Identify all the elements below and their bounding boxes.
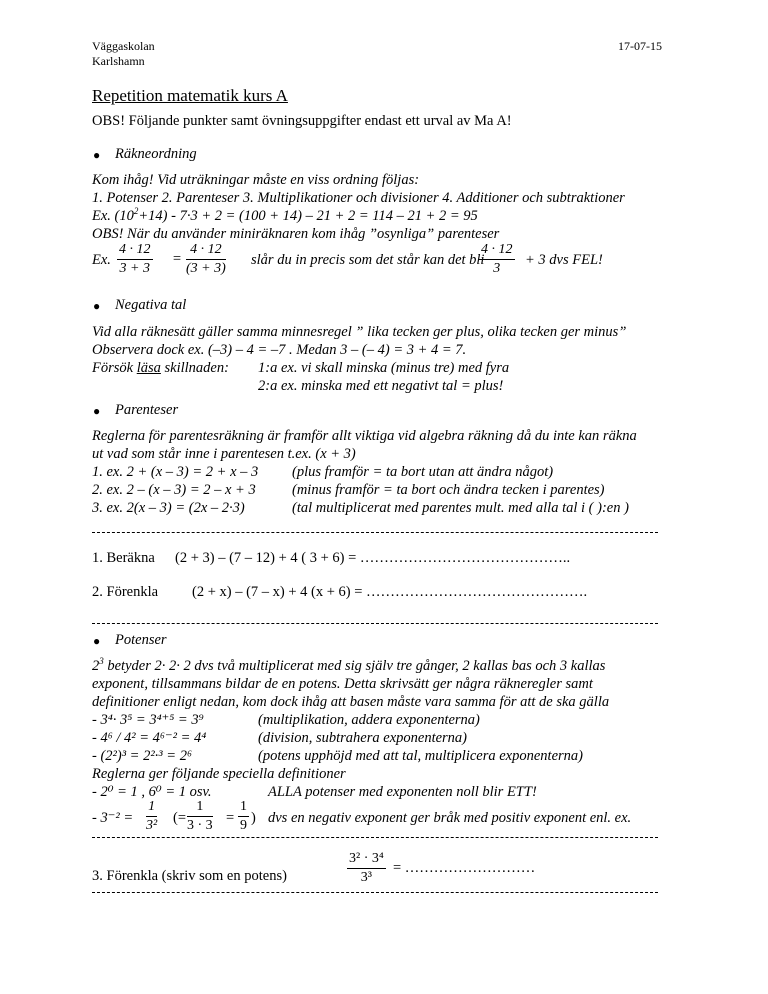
rule-example: 1. ex. 2 + (x – 3) = 2 + x – 3 xyxy=(92,464,259,480)
text-line: Reglerna ger följande speciella definitioner xyxy=(92,766,346,782)
bullet-icon: ● xyxy=(93,404,101,418)
fraction: $\frac{4 \cdot 12}{(3 + 3)}$ xyxy=(186,242,226,276)
task-2-label: 2. Förenkla xyxy=(92,584,159,600)
fraction: 3² · 3⁴ 3³ xyxy=(349,851,384,885)
text-line: exponent, tillsammans bildar de en potens. Detta skrivsätt ger några räkneregler samt xyxy=(92,676,593,692)
document-title: Repetition matematik kurs A xyxy=(92,86,288,105)
example-prefix: Ex. xyxy=(92,252,111,268)
fraction: $\frac{1}{\text{3²}}$ xyxy=(146,799,158,833)
intro-note: OBS! Följande punkter samt övningsuppgifter endast ett urval av Ma A! xyxy=(92,113,512,129)
school-name: Väggaskolan xyxy=(92,39,155,53)
text-line: 2:a ex. minska med ett negativt tal = plus! xyxy=(258,378,504,394)
power-rule-comment: (potens upphöjd med att tal, multiplicera exponenterna) xyxy=(258,748,583,764)
task-1-expression: (2 + 3) – (7 – 12) + 4 ( 3 + 6) = …………………………………….. xyxy=(175,550,571,566)
divider xyxy=(92,532,658,533)
power-rule: - 3⁴· 3⁵ = 3⁴⁺⁵ = 3⁹ xyxy=(92,712,204,728)
fraction: $\frac{4 \cdot 12}{3}$ xyxy=(481,242,513,276)
document-date: 17-07-15 xyxy=(618,39,662,53)
rule-example: 3. ex. 2(x – 3) = (2x – 2·3) xyxy=(92,500,245,516)
text-line: Observera dock ex. (–3) – 4 = –7 . Medan 3 – (– 4) = 3 + 4 = 7. xyxy=(92,342,467,358)
text-line: Försök läsa skillnaden: xyxy=(92,360,229,376)
fraction: 1 3 · 3 xyxy=(187,799,213,833)
definition: - 3⁻² = xyxy=(92,810,134,826)
rule-comment: (plus framför = ta bort utan att ändra något) xyxy=(292,464,554,480)
text-line: slår du in precis som det står kan det bli xyxy=(251,252,485,268)
text-line: OBS! När du använder miniräknaren kom ihåg ”osynliga” parenteser xyxy=(92,226,500,242)
section-heading-negativa-tal: Negativa tal xyxy=(115,297,187,313)
task-1-label: 1. Beräkna xyxy=(92,550,155,566)
rule-comment: (minus framför = ta bort och ändra tecken i parentes) xyxy=(292,482,605,498)
section-heading-potenser: Potenser xyxy=(115,632,167,648)
task-2-expression: (2 + x) – (7 – x) + 4 (x + 6) = ………………………………………. xyxy=(192,584,588,600)
power-rule-comment: (division, subtrahera exponenterna) xyxy=(258,730,468,746)
text-line: Kom ihåg! Vid uträkningar måste en viss ordning följas: xyxy=(92,172,420,188)
definition-comment: dvs en negativ exponent ger bråk med positiv exponent enl. ex. xyxy=(268,810,632,826)
paren-open: (= xyxy=(173,810,187,826)
definition-comment: ALLA potenser med exponenten noll blir ETT! xyxy=(268,784,537,800)
text-line: + 3 dvs FEL! xyxy=(525,252,603,268)
text-line: 1:a ex. vi skall minska (minus tre) med fyra xyxy=(258,360,510,376)
power-rule-comment: (multiplikation, addera exponenterna) xyxy=(258,712,480,728)
text-line: ut vad som står inne i parentesen t.ex. (x + 3) xyxy=(92,446,356,462)
text-line: definitioner enligt nedan, kom dock ihåg att basen måste vara samma för att de ska gälla xyxy=(92,694,610,710)
section-heading-parenteser: Parenteser xyxy=(115,402,179,418)
bullet-icon: ● xyxy=(93,148,101,162)
power-rule: - 4⁶ / 4² = 4⁶⁻² = 4⁴ xyxy=(92,730,207,746)
text-line: 1. Potenser 2. Parenteser 3. Multiplikationer och divisioner 4. Additioner och subtraktioner xyxy=(92,190,625,206)
fraction: 1 9 xyxy=(240,799,247,833)
paren-close: ) xyxy=(251,810,256,826)
bullet-icon: ● xyxy=(93,634,101,648)
power-rule: - (2²)³ = 2²·³ = 2⁶ xyxy=(92,748,192,764)
divider xyxy=(92,837,658,838)
city-name: Karlshamn xyxy=(92,54,145,68)
definition: - 2⁰ = 1 , 6⁰ = 1 osv. xyxy=(92,784,212,800)
section-heading-rakneordning: Räkneordning xyxy=(115,146,197,162)
equals-sign: = xyxy=(172,251,182,267)
fraction: $\frac{4 \cdot 12}{3 + 3}$ xyxy=(119,242,151,276)
bullet-icon: ● xyxy=(93,299,101,313)
text-line: Reglerna för parentesräkning är framför allt viktiga vid algebra räkning då du inte kan räkna xyxy=(92,428,637,444)
task-3-answer-line: = ……………………… xyxy=(393,860,536,876)
divider xyxy=(92,623,658,624)
equals-sign: = xyxy=(226,810,235,826)
text-line: $2^3$ betyder 2· 2· 2 dvs två multiplicerat med sig själv tre gånger, 2 kallas bas och 3 kallas xyxy=(92,656,606,674)
rule-comment: (tal multiplicerat med parentes mult. med alla tal i ( ):en ) xyxy=(292,500,629,516)
task-3-label: 3. Förenkla (skriv som en potens) xyxy=(92,868,287,884)
text-line: Vid alla räknesätt gäller samma minnesregel ” lika tecken ger plus, olika tecken ger minus” xyxy=(92,324,627,340)
divider xyxy=(92,892,658,893)
example-line: Ex. $(10^2+14) - 7\cdot 3 + 2 = (100 + 14) - 21 + 2 = 114 - 21 + 2 = 95$ xyxy=(92,206,478,224)
rule-example: 2. ex. 2 – (x – 3) = 2 – x + 3 xyxy=(92,482,256,498)
